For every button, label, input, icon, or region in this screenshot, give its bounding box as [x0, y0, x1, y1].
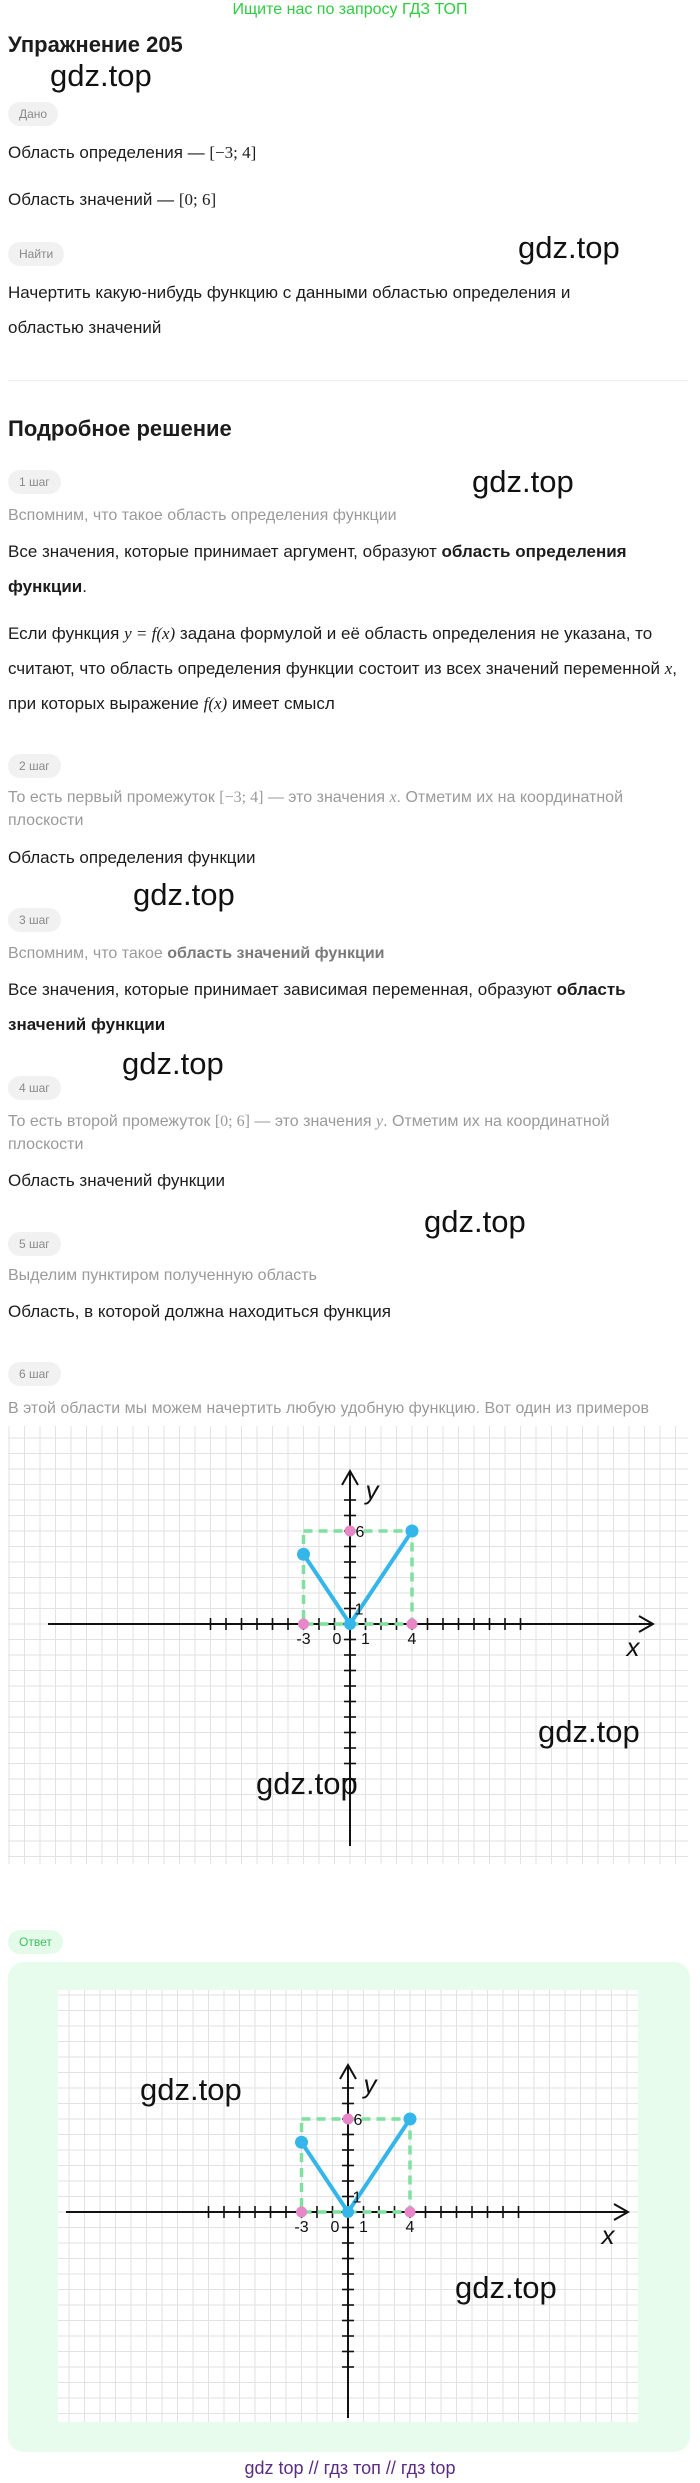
page-title: Упражнение 205: [8, 32, 183, 57]
text-part: имеет смысл: [227, 694, 335, 713]
formula: y = f(x): [124, 624, 176, 643]
x-axis-label: x: [626, 1632, 640, 1662]
step-4-chip: 4 шаг: [8, 1076, 61, 1100]
watermark: gdz.top: [140, 2072, 242, 2107]
x-tick-label: -3: [296, 1631, 311, 1648]
step-6-hint: В этой области мы можем начертить любую удобную функцию. Вот один из примеров: [8, 1400, 649, 1417]
answer-chip: Ответ: [8, 1930, 63, 1954]
step-5-chip: 5 шаг: [8, 1232, 61, 1256]
watermark: gdz.top: [518, 230, 620, 265]
text-part: Все значения, которые принимает аргумент, образуют: [8, 542, 442, 561]
watermark: gdz.top: [256, 1766, 358, 1801]
step-5-hint: Выделим пунктиром полученную область: [8, 1267, 317, 1284]
watermark: gdz.top: [424, 1204, 526, 1239]
series-point: [342, 2206, 354, 2218]
given-domain-label: Область определения —: [8, 143, 205, 162]
y-tick-label: 6: [355, 1524, 365, 1541]
bold-term: область определения функции: [8, 542, 627, 596]
text-part: . Отметим их на координатной плоскости: [8, 789, 624, 829]
step-3-text: [8, 972, 688, 1042]
footer-sep: //: [303, 2458, 324, 2478]
step-1-chip: 1 шаг: [8, 470, 61, 494]
marked-point: [405, 2207, 416, 2218]
formula: [−3; 4]: [219, 789, 264, 806]
footer-link-2[interactable]: гдз топ: [323, 2458, 381, 2478]
watermark: gdz.top: [133, 877, 235, 912]
watermark: gdz.top: [122, 1046, 224, 1081]
step-5-text: Область, в которой должна находиться функция: [8, 1302, 391, 1321]
x-tick-label: 0: [332, 1631, 342, 1648]
search-banner[interactable]: Ищите нас по запросу ГДЗ ТОП: [232, 1, 468, 18]
divider: [8, 380, 688, 381]
step-1-hint: Вспомним, что такое область определения функции: [8, 507, 397, 524]
step-3-hint: [8, 942, 688, 965]
text-part: Если функция: [8, 624, 125, 643]
formula: x: [664, 659, 673, 678]
series-point: [295, 2136, 308, 2149]
given-domain-value: [−3; 4]: [209, 143, 257, 162]
given-chip: Дано: [8, 102, 58, 126]
step-4-hint: [8, 1110, 688, 1156]
footer-link-3[interactable]: гдз top: [400, 2458, 456, 2478]
text-part: .: [82, 577, 87, 596]
marked-point: [345, 1526, 356, 1537]
x-tick-label: 0: [330, 2219, 340, 2236]
y-tick-label: 1: [352, 2189, 362, 2207]
series-point: [404, 2113, 417, 2126]
footer-links: [0, 2455, 700, 2481]
step-6-chip: 6 шаг: [8, 1362, 61, 1386]
watermark: gdz.top: [538, 1714, 640, 1749]
formula: [0; 6]: [214, 1113, 250, 1130]
text-part: То есть второй промежуток: [8, 1113, 215, 1130]
text-part: — это значения: [249, 1113, 376, 1130]
watermark: gdz.top: [455, 2270, 557, 2305]
series-point: [344, 1618, 356, 1630]
step-2-chip: 2 шаг: [8, 754, 61, 778]
text-part: Все значения, которые принимает зависимая переменная, образуют: [8, 980, 557, 999]
x-tick-label: 4: [405, 2219, 415, 2236]
series-point: [297, 1548, 310, 1561]
answer-card: [8, 1962, 690, 2452]
x-axis-label: x: [601, 2220, 615, 2250]
marked-point: [296, 2207, 307, 2218]
given-range-value: [0; 6]: [178, 190, 217, 209]
series-point: [406, 1525, 419, 1538]
text-part: . Отметим их на координатной плоскости: [8, 1113, 610, 1153]
footer-link-1[interactable]: gdz top: [244, 2458, 304, 2478]
step-3-chip: 3 шаг: [8, 908, 61, 932]
bold-term: область значений функции: [167, 945, 385, 962]
find-chip: Найти: [8, 242, 64, 266]
x-tick-label: 4: [407, 1631, 417, 1648]
formula: x: [389, 789, 397, 806]
find-text: Начертить какую-нибудь функцию с данными областью определения и областью значений: [8, 283, 571, 337]
step-2-text: Область определения функции: [8, 848, 256, 867]
marked-point: [343, 2114, 354, 2125]
solution-title: Подробное решение: [8, 416, 232, 441]
footer-sep: //: [380, 2458, 401, 2478]
y-axis-label: y: [365, 1475, 379, 1505]
watermark: gdz.top: [472, 464, 574, 499]
watermark: gdz.top: [50, 58, 152, 93]
step-1-text-a: [8, 534, 688, 604]
marked-point: [298, 1619, 309, 1630]
step-4-text: Область значений функции: [8, 1171, 225, 1190]
chart-svg: [58, 1990, 638, 2422]
given-domain: [8, 135, 688, 170]
y-tick-label: 1: [354, 1601, 364, 1619]
y-tick-label: 6: [353, 2112, 363, 2129]
marked-point: [407, 1619, 418, 1630]
formula: y: [375, 1113, 384, 1130]
formula: f(x): [203, 694, 228, 713]
step-1-text-b: [8, 616, 688, 721]
text-part: — это значения: [263, 789, 390, 806]
text-part: То есть первый промежуток: [8, 789, 220, 806]
text-part: Вспомним, что такое: [8, 945, 168, 962]
text-part: задана формулой и её область определения не указана, то считают, что область определения функции состоит из всех значений переменной: [8, 624, 665, 678]
given-range: [8, 182, 688, 217]
text-part: , при которых выражение: [8, 659, 677, 713]
chart-answer: [58, 1990, 638, 2422]
step-2-hint: [8, 786, 688, 832]
x-tick-label: 1: [359, 2219, 368, 2236]
bold-term: область значений функции: [8, 980, 626, 1034]
y-axis-label: y: [363, 2069, 377, 2099]
x-tick-label: -3: [294, 2219, 309, 2236]
given-range-label: Область значений —: [8, 190, 175, 209]
x-tick-label: 1: [361, 1631, 370, 1648]
